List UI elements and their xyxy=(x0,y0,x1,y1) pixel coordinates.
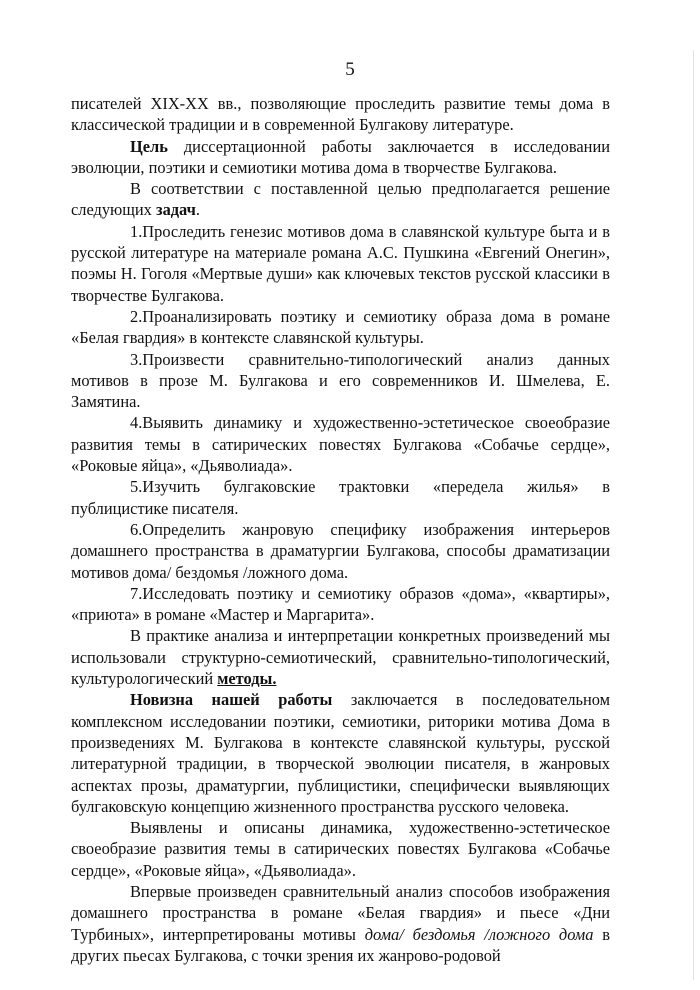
paragraph xyxy=(71,349,610,413)
text-run: заключается в последовательном комплексном исследовании поэтики, семиотики, риторики мотива Дома в произведениях М. Булгакова в контексте славянской культуры, русской литературной традиции, в творческой эволюции писателя, в жанровых аспектах прозы, драматургии, публицистики, специфически выявляющих булгаковскую концепцию жизненного пространства русского человека. xyxy=(71,690,610,816)
text-run: В соответствии с поставленной целью предполагается решение следующих xyxy=(71,179,610,220)
text-run: 1.Проследить генезис мотивов дома в славянской культуре быта и в русской литературе на материале романа А.С. Пушкина «Евгений Онегин», поэмы Н. Гоголя «Мертвые души» как ключевых текстов русской классики в творчестве Булгакова. xyxy=(71,221,610,305)
emphasized-text: задач xyxy=(155,200,196,220)
paragraph xyxy=(71,476,610,519)
paragraph xyxy=(71,93,610,136)
paragraph xyxy=(71,625,610,689)
text-run: Впервые произведен сравнительный анализ способов изображения домашнего пространства в романе «Белая гвардия» и пьесе «Дни Турбиных», интерпретированы мотивы xyxy=(71,881,610,944)
text-run: 4.Выявить динамику и художественно-эстетическое своеобразие развития темы в сатирических повестях Булгакова «Собачье сердце», «Роковые яйца», «Дьяволиада». xyxy=(71,413,610,476)
paragraph xyxy=(71,178,610,221)
text-run: 3.Произвести сравнительно-типологический анализ данных мотивов в прозе М. Булгакова и его современников И. Шмелева, Е. Замятина. xyxy=(71,349,610,412)
paragraph xyxy=(71,689,610,817)
paragraph xyxy=(71,136,610,179)
text-run: 5.Изучить булгаковские трактовки «передела жилья» в публицистике писателя. xyxy=(71,477,610,518)
paragraph xyxy=(71,412,610,476)
text-run: В практике анализа и интерпретации конкретных произведений мы использовали структурно-семиотический, сравнительно-типологический, культурологический xyxy=(71,626,610,689)
paragraph xyxy=(71,817,610,881)
paragraph xyxy=(71,519,610,583)
emphasized-text: дома/ бездомья /ложного дома xyxy=(364,924,594,944)
paragraph xyxy=(71,583,610,626)
paragraph xyxy=(71,221,610,306)
text-run: в других пьесах Булгакова, с точки зрения их жанрово-родовой xyxy=(71,924,610,965)
paragraph xyxy=(71,306,610,349)
document-body xyxy=(71,93,610,966)
paragraph xyxy=(71,881,610,966)
emphasized-text: Новизна нашей работы xyxy=(130,690,333,710)
page-edge-line xyxy=(693,50,694,980)
text-run: Выявлены и описаны динамика, художественно-эстетическое своеобразие развития темы в сатирических повестях Булгакова «Собачье сердце», «Роковые яйца», «Дьяволиада». xyxy=(71,818,610,880)
text-run: диссертационной работы заключается в исследовании эволюции, поэтики и семиотики мотива дома в творчестве Булгакова. xyxy=(71,136,610,177)
text-run: 7.Исследовать поэтику и семиотику образов «дома», «квартиры», «приюта» в романе «Мастер и Маргарита». xyxy=(71,583,610,625)
page-number: 5 xyxy=(345,59,355,80)
emphasized-text: Цель xyxy=(130,136,168,156)
emphasized-text: методы. xyxy=(217,669,277,689)
text-run: 2.Проанализировать поэтику и семиотику образа дома в романе «Белая гвардия» в контексте славянской культуры. xyxy=(71,306,610,348)
text-run: . xyxy=(195,200,200,220)
text-run: 6.Определить жанровую специфику изображения интерьеров домашнего пространства в драматургии Булгакова, способы драматизации мотивов дома/ бездомья /ложного дома. xyxy=(71,519,610,582)
text-run: писателей XIX-XX вв., позволяющие проследить развитие темы дома в классической традиции и в современной Булгакову литературе. xyxy=(71,94,610,135)
